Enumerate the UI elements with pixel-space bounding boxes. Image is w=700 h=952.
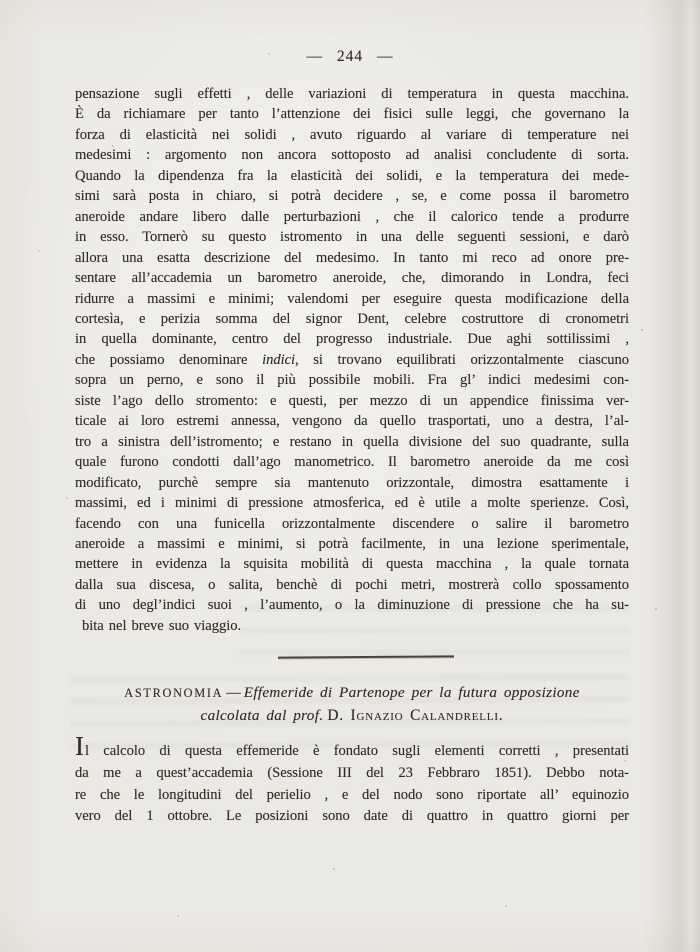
section-heading <box>75 682 629 727</box>
text-line: È da richiamare per tanto l’attenzione dei fisici sulle leggi, che governano la <box>75 106 629 123</box>
text-line: vero del 1 ottobre. Le posizioni sono date di quattro in quattro giorni per <box>75 808 629 825</box>
section-heading-line2 <box>75 705 629 728</box>
text-line: da me a quest’accademia (Sessione III del 23 Febbraro 1851). Debbo nota- <box>75 764 629 781</box>
text-line: re che le longitudini del perielio , e del nodo sono riportate all’ equinozio <box>75 786 629 803</box>
author-name: D. Ignazio Calandrelli. <box>327 706 504 724</box>
text-line: modificato, purchè sempre sia mantenuto orizzontale, dimostra esattamente i <box>75 474 629 491</box>
second-paragraph <box>75 731 629 828</box>
text-line: ridurre a massimi e minimi; valendomi per eseguire questa modificazione della <box>75 290 629 307</box>
text-line: aneroide andare libero dalle perturbazioni , che il calorico tende a produrre <box>75 208 629 225</box>
text-line: Il calcolo di questa effemeride è fondato sugli elementi corretti , presentati <box>75 731 629 761</box>
text-line: cortesìa, e perizia somma del signor Dent, celebre costruttore di cronometri <box>75 310 629 327</box>
text-line: sentare all’accademia un barometro aneroide, che, dimorando in Londra, feci <box>75 270 629 287</box>
rubric-dash: — <box>226 685 241 701</box>
text-line: quale furono condotti dall’ago manometrico. Il barometro aneroide da me così <box>75 454 629 471</box>
text-line: aneroide a massimi e minimi, si potrà facilmente, in una lezione sperimentale, <box>75 535 629 552</box>
text-line: in esso. Tornerò su questo istromento in una delle seguenti sessioni, e darò <box>75 229 629 246</box>
text-line: Quando la dipendenza fra la elasticità dei solidi, e la temperatura dei mede- <box>75 167 629 184</box>
text-line: sopra un perno, e sono il più possibile mobili. Fra gl’ indici medesimi con- <box>75 372 629 389</box>
drop-cap-initial: I <box>75 731 85 761</box>
page-edge-shadow <box>642 0 700 952</box>
text-line: medesimi : argomento non ancora sottoposto ad analisi concludente di sorta. <box>75 147 629 164</box>
text-line: massimi, ed i minimi di pressione atmosferica, ed è utile a molte sperienze. Così, <box>75 495 629 512</box>
section-title: Effemeride di Partenope per la futura opposizione <box>243 684 580 701</box>
text-line: in quella dominante, centro del progresso industriale. Due aghi sottilissimi , <box>75 331 629 348</box>
text-line: simi sarà posta in chiaro, si potrà decidere , se, e come possa il barometro <box>75 188 629 205</box>
paragraph-continuation <box>75 84 629 636</box>
text-line: pensazione sugli effetti , delle variazioni di temperatura in questa macchina. <box>75 86 629 102</box>
text-line: mettere in evidenza la squisita mobilità di questa macchina , la quale tornata <box>75 556 629 573</box>
section-subtitle: calcolata dal prof. <box>200 706 324 724</box>
text-line: siste l’ago dello stromento: e questi, per mezzo di un appendice finissima ver- <box>75 392 629 409</box>
text-line: dalla sua discesa, o salita, benchè di pochi metri, mostrerà collo spossamento <box>75 576 629 593</box>
text-line: tro a sinistra dell’istromento; e restano in quella divisione del suo quadrante, sulla <box>75 433 629 450</box>
text-line: allora una esatta descrizione del medesimo. In tanto mi reco ad onore pre- <box>75 249 629 266</box>
section-divider-rule <box>278 655 454 658</box>
text-line: facendo con una funicella orizzontalmente discendere o salire il barometro <box>75 515 629 532</box>
section-heading-line1 <box>75 682 629 705</box>
text-line: che possiamo denominare indici, si trovano equilibrati orizzontalmente ciascuno <box>75 351 629 368</box>
text-line: di uno degl’indici suoi , l’aumento, o la diminuzione di pressione che ha su- <box>75 597 629 614</box>
page-number: — 244 — <box>306 48 394 65</box>
text-line: bita nel breve suo viaggio. <box>82 617 242 634</box>
text-line: ticale ai loro estremi annessa, vengono da quello trasportati, uno a destra, l’al- <box>75 413 629 430</box>
italic-text: indici <box>262 351 296 368</box>
text-line: forza di elasticità nei solidi , avuto riguardo al variare di temperature nei <box>75 126 629 143</box>
section-rubric: ASTRONOMIA <box>124 686 224 700</box>
paper-speckles <box>0 0 2 2</box>
